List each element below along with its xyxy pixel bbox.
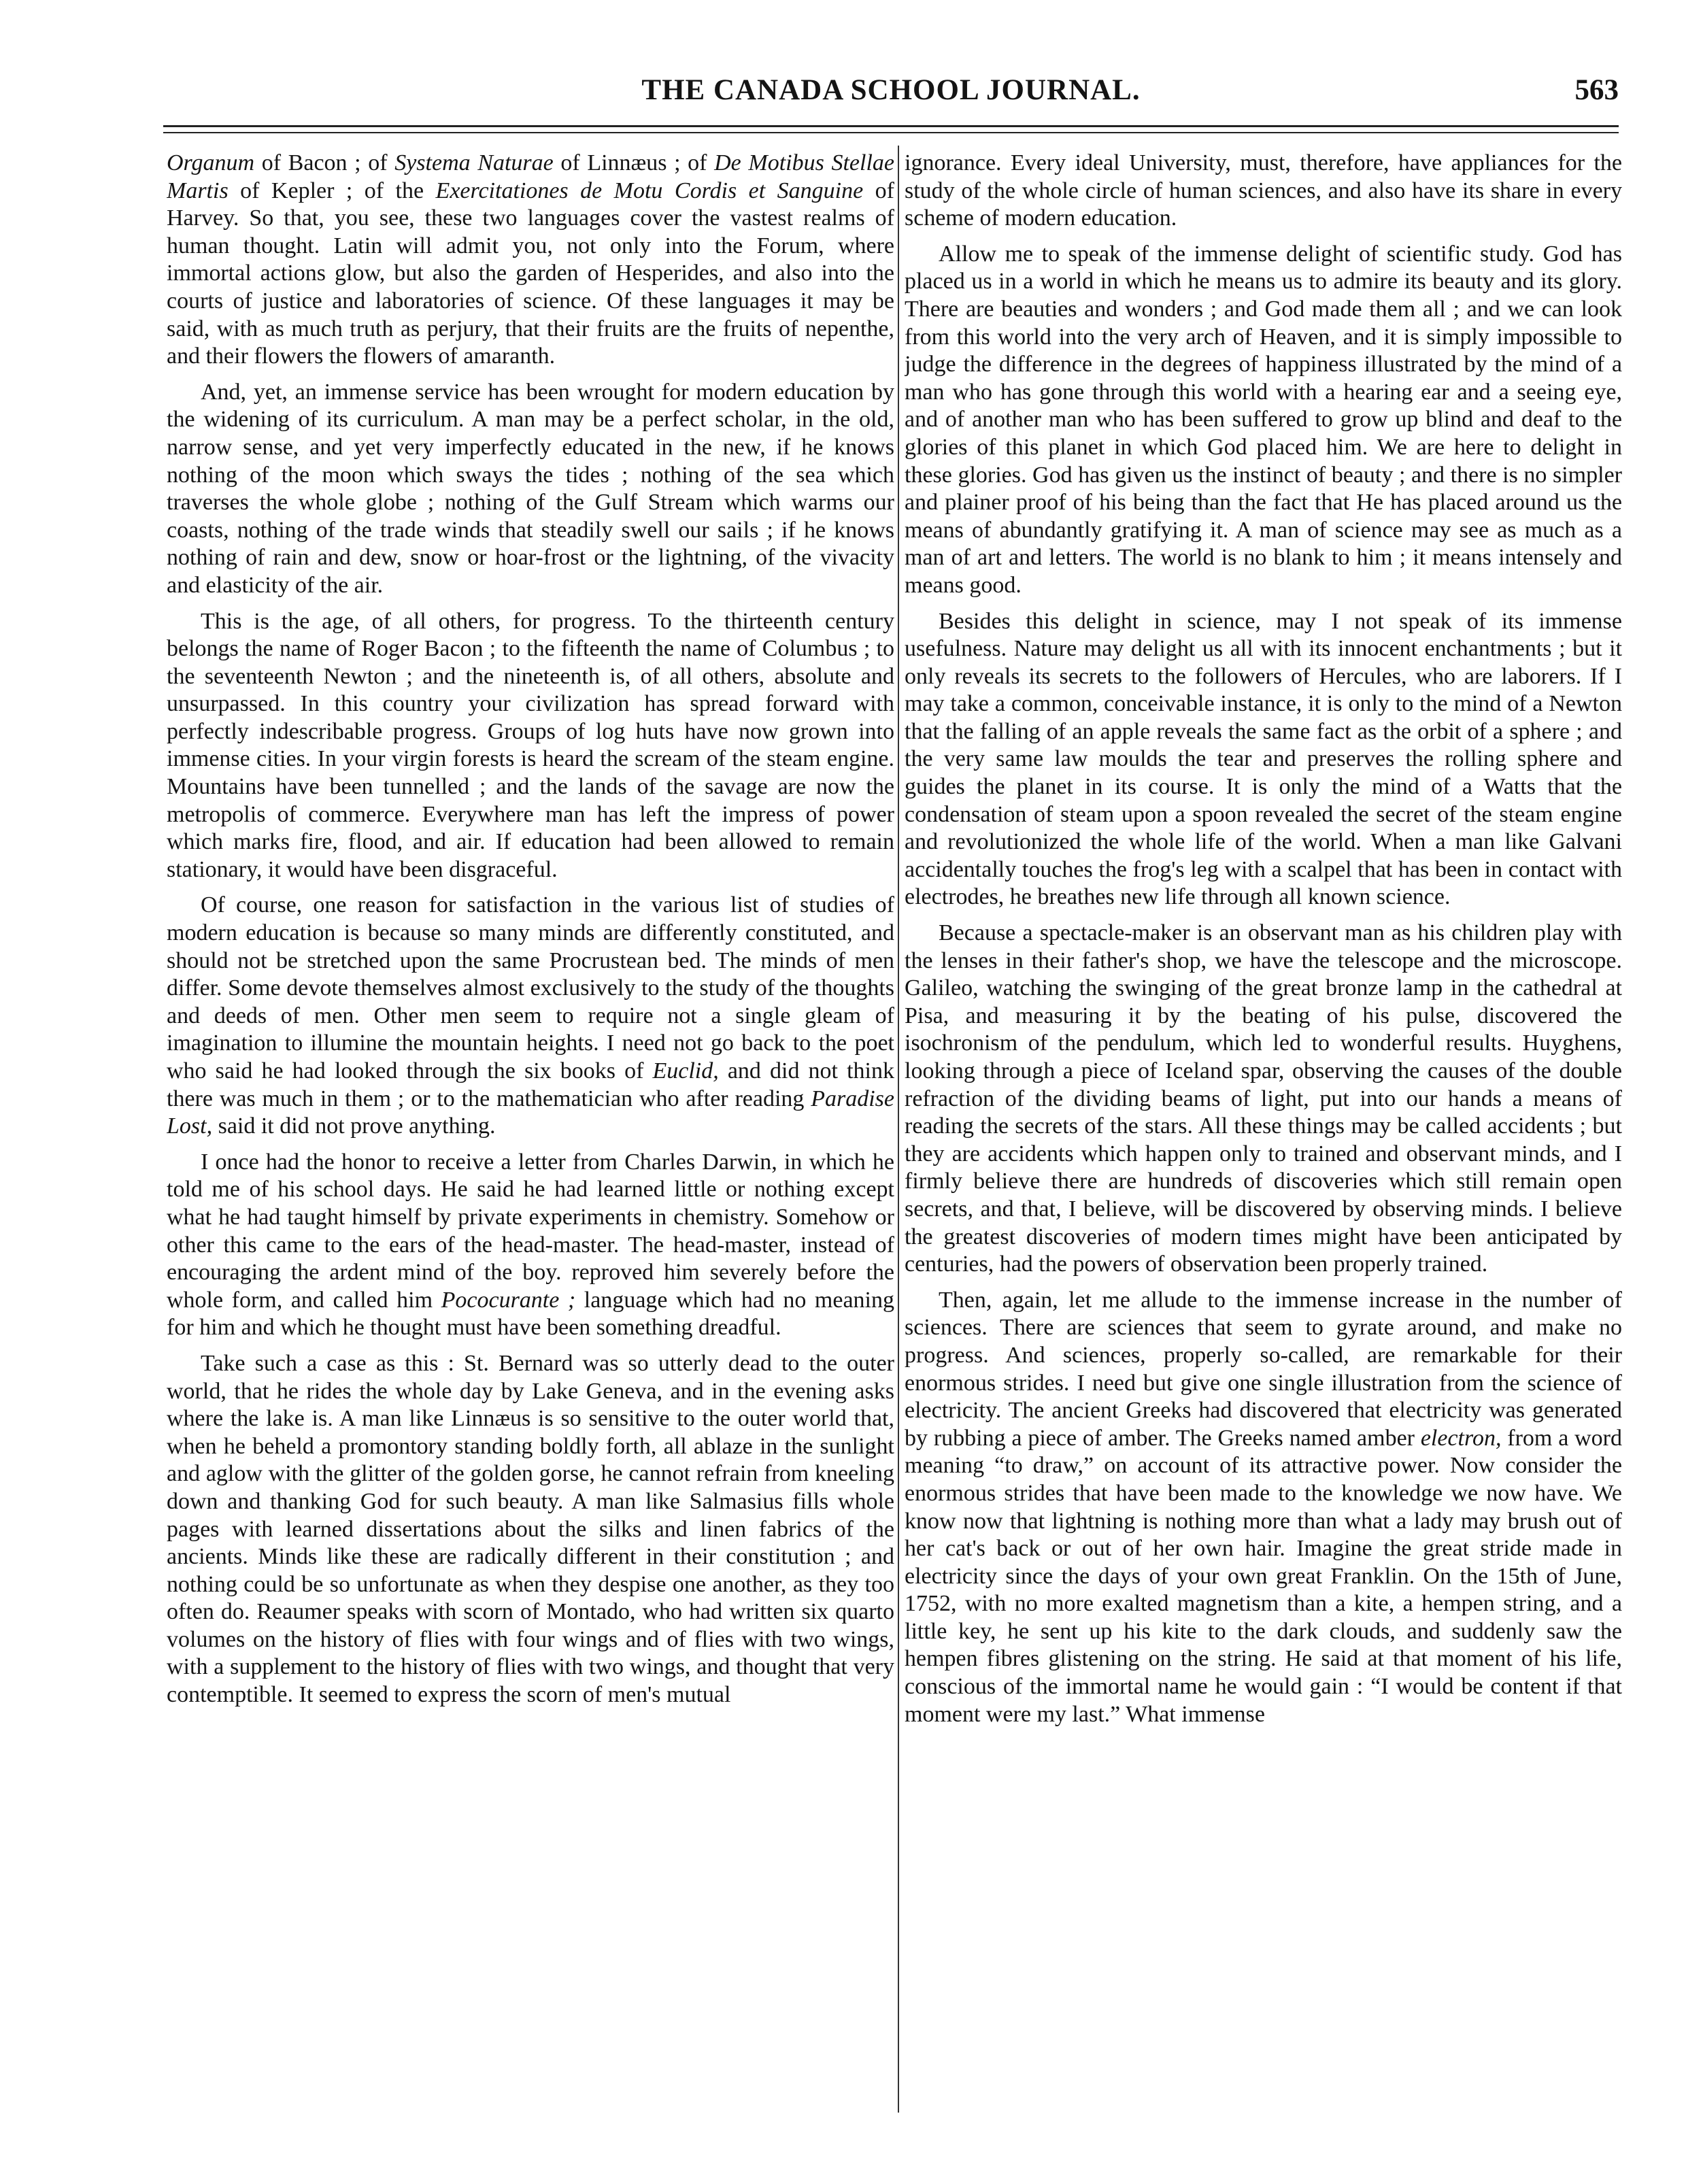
text-run: Besides this delight in science, may I not speak of its immense usefulness. Nature may delight us all with its innocent enchantments ; but it only reveals its secrets to the followers of Hercules, who are laborers. If I may take a common, conceivable instance, it is only to the mind of a Newton that the falling of an apple reveals the same fact as the orbit of a sphere ; and the very same law moulds the tear and preserves the rolling sphere and guides the planet in its course. It is only the mind of a Watts that the condensation of steam upon a spoon revealed the secret of the steam engine and revolutionized the whole life of the world. When a man like Galvani accidentally touches the frog's leg with a scalpel that has been in contact with electrodes, he breathes new life through all known science. (905, 608, 1622, 910)
paragraph (167, 1149, 894, 1342)
page-number: 563 (1574, 74, 1619, 106)
text-run: Allow me to speak of the immense delight of scientific study. God has placed us in a world in which he means us to admire its beauty and its glory. There are beauties and wonders ; and God made them all ; and we can look from this world into the very arch of Heaven, and it is simply impossible to judge the difference in the degrees of happiness illustrated by the mind of a man who has gone through this world with a hearing ear and a seeing eye, and of another man who has been suffered to grow up blind and deaf to the glories of this planet in which God placed him. We are here to delight in these glories. God has given us the instinct of beauty ; and there is no simpler and plainer proof of his being than the fact that He has placed around us the means of abundantly gratifying it. A man of science may see as much as a man of art and letters. The world is no blank to him ; it means intensely and means good. (905, 241, 1622, 598)
text-run: of Bacon ; of (254, 150, 395, 175)
text-run: This is the age, of all others, for progress. To the thirteenth century belongs the name of Roger Bacon ; to the fifteenth the name of Columbus ; to the seventeenth Newton ; and the nineteenth is, of all others, absolute and unsurpassed. In this country your civilization has spread forward with perfectly indescribable progress. Groups of log huts have now grown into immense cities. In your virgin forests is heard the scream of the steam engine. Mountains have been tunnelled ; and the lands of the savage are now the metropolis of commerce. Everywhere man has left the impress of power which marks fire, flood, and air. If education had been allowed to remain stationary, it would have been disgraceful. (167, 608, 894, 882)
text-run: Of course, one reason for satisfaction in the various list of studies of modern education is because so many minds are differently constituted, and should not be stretched upon the same Procrustean bed. The minds of men differ. Some devote themselves almost exclusively to the study of the thoughts and deeds of men. Other men seem to require not a single gleam of imagination to illumine the mountain heights. I need not go back to the poet who said he had looked through the six books of (167, 892, 894, 1083)
text-run: And, yet, an immense service has been wrought for modern education by the widening of its curriculum. A man may be a perfect scholar, in the old, narrow sense, and yet very imperfectly educated in the new, if he knows nothing of the moon which sways the tides ; nothing of the sea which traverses the whole globe ; nothing of the Gulf Stream which warms our coasts, nothing of the trade winds that steadily swell our sails ; if he knows nothing of rain and dew, snow or hoar-frost or the lightning, of the vivacity and elasticity of the air. (167, 379, 894, 598)
page-header (163, 73, 1619, 114)
italic-title: electron, (1420, 1425, 1502, 1451)
text-run: Take such a case as this : St. Bernard was so utterly dead to the outer world, that he rides the whole day by Lake Geneva, and in the evening asks where the lake is. A man like Linnæus is so sensitive to the outer world that, when he beheld a promontory standing boldly forth, all ablaze in the sunlight and aglow with the glitter of the golden gorse, he cannot refrain from kneeling down and thanking God for such beauty. A man like Salmasius fills whole pages with learned dissertations about the silks and linen fabrics of the ancients. Minds like these are radically different in their constitution ; and nothing could be so unfortunate as when they despise one another, as they too often do. Reaumer speaks with scorn of Montado, who had written six quarto volumes on the history of flies with four wings and of flies with two wings, with a supplement to the history of flies with two wings, and thought that very contemptible. It seemed to express the scorn of men's mutual (167, 1350, 894, 1708)
text-run: language which had no meaning for him and which he thought must have been something dreadful. (167, 1287, 894, 1341)
text-run: Then, again, let me allude to the immense increase in the number of sciences. There are sciences that seem to gyrate around, and make no progress. And sciences, properly so-called, are remarkable for their enormous strides. I need but give one single illustration from the science of electricity. The ancient Greeks had discovered that electricity was generated by rubbing a piece of amber. The Greeks named amber (905, 1287, 1622, 1451)
left-column (167, 150, 894, 2112)
text-run: of Kepler ; of the (228, 178, 436, 203)
italic-title: De Motibus Stellae Martis (167, 150, 894, 203)
right-column (905, 150, 1622, 2112)
text-run: ignorance. Every ideal University, must, therefore, have appliances for the study of the whole circle of human sciences, and also have its share in every scheme of modern education. (905, 150, 1622, 231)
italic-title: Organum (167, 150, 255, 175)
paragraph (167, 379, 894, 600)
text-run: said it did not prove anything. (212, 1113, 496, 1139)
italic-title: Exercitationes de Motu Cordis et Sanguine (435, 178, 864, 203)
column-divider (898, 146, 899, 2113)
paragraph (167, 1350, 894, 1709)
text-run: and did not think there was much in them ; or to the mathematician who after reading (167, 1058, 894, 1111)
header-rule-thin (163, 132, 1619, 133)
paragraph (905, 150, 1622, 233)
header-rule-thick (163, 125, 1619, 127)
text-run: from a word meaning “to draw,” on account of its attractive power. Now consider the enormous strides that have been made to the knowledge we now have. We know now that lightning is nothing more than what a lady may brush out of her cat's back or out of her own hair. Imagine the great stride made in electricity since the days of your own great Franklin. On the 15th of June, 1752, with no more exalted magnetism than a kite, a hempen string, and a little key, he sent up his kite to the dark clouds, and suddenly saw the hempen fibres glistening on the string. He said at that moment of his life, conscious of the immortal name he would gain : “I would be content if that moment were my last.” What immense (905, 1425, 1622, 1727)
paragraph (905, 241, 1622, 600)
text-run: Because a spectacle-maker is an observant man as his children play with the lenses in their father's shop, we have the telescope and the microscope. Galileo, watching the swinging of the great bronze lamp in the cathedral at Pisa, and measuring it by the beating of his pulse, discovered the isochronism of the pendulum, which led to wonderful results. Huyghens, looking through a piece of Iceland spar, observing the causes of the double refraction of the dividing beams of light, put into our hands a means of reading the secrets of the stars. All these things may be called accidents ; but they are accidents which happen only to trained and observant minds, and I firmly believe there are hundreds of discoveries which still remain open secrets, and that, I believe, will be discovered by observing minds. I believe the greatest discoveries of modern times might have been anticipated by centuries, had the powers of observation been properly trained. (905, 920, 1622, 1277)
paragraph (167, 892, 894, 1140)
paragraph (167, 150, 894, 371)
paragraph (167, 608, 894, 884)
paragraph (905, 920, 1622, 1279)
text-run: of Linnæus ; of (553, 150, 715, 175)
text-run: of Harvey. So that, you see, these two languages cover the vastest realms of human thought. Latin will admit you, not only into the Forum, where immortal actions glow, but also the garden of Hesperides, and also into the courts of justice and laboratories of science. Of these languages it may be said, with as much truth as perjury, that their fruits are the fruits of nepenthe, and their flowers the flowers of amaranth. (167, 178, 894, 369)
italic-title: Systema Naturae (394, 150, 554, 175)
paragraph (905, 1287, 1622, 1729)
journal-title: THE CANADA SCHOOL JOURNAL. (641, 74, 1141, 106)
text-run: I once had the honor to receive a letter from Charles Darwin, in which he told me of his school days. He said he had learned little or nothing except what he had taught himself by private experiments in chemistry. Somehow or other this came to the ears of the head-master. The head-master, instead of encouraging the ardent mind of the boy. reproved him severely before the whole form, and called him (167, 1149, 894, 1313)
italic-title: Euclid, (652, 1058, 719, 1083)
italic-title: Paradise Lost, (167, 1086, 894, 1139)
paragraph (905, 608, 1622, 912)
italic-title: Pococurante ; (441, 1287, 576, 1313)
